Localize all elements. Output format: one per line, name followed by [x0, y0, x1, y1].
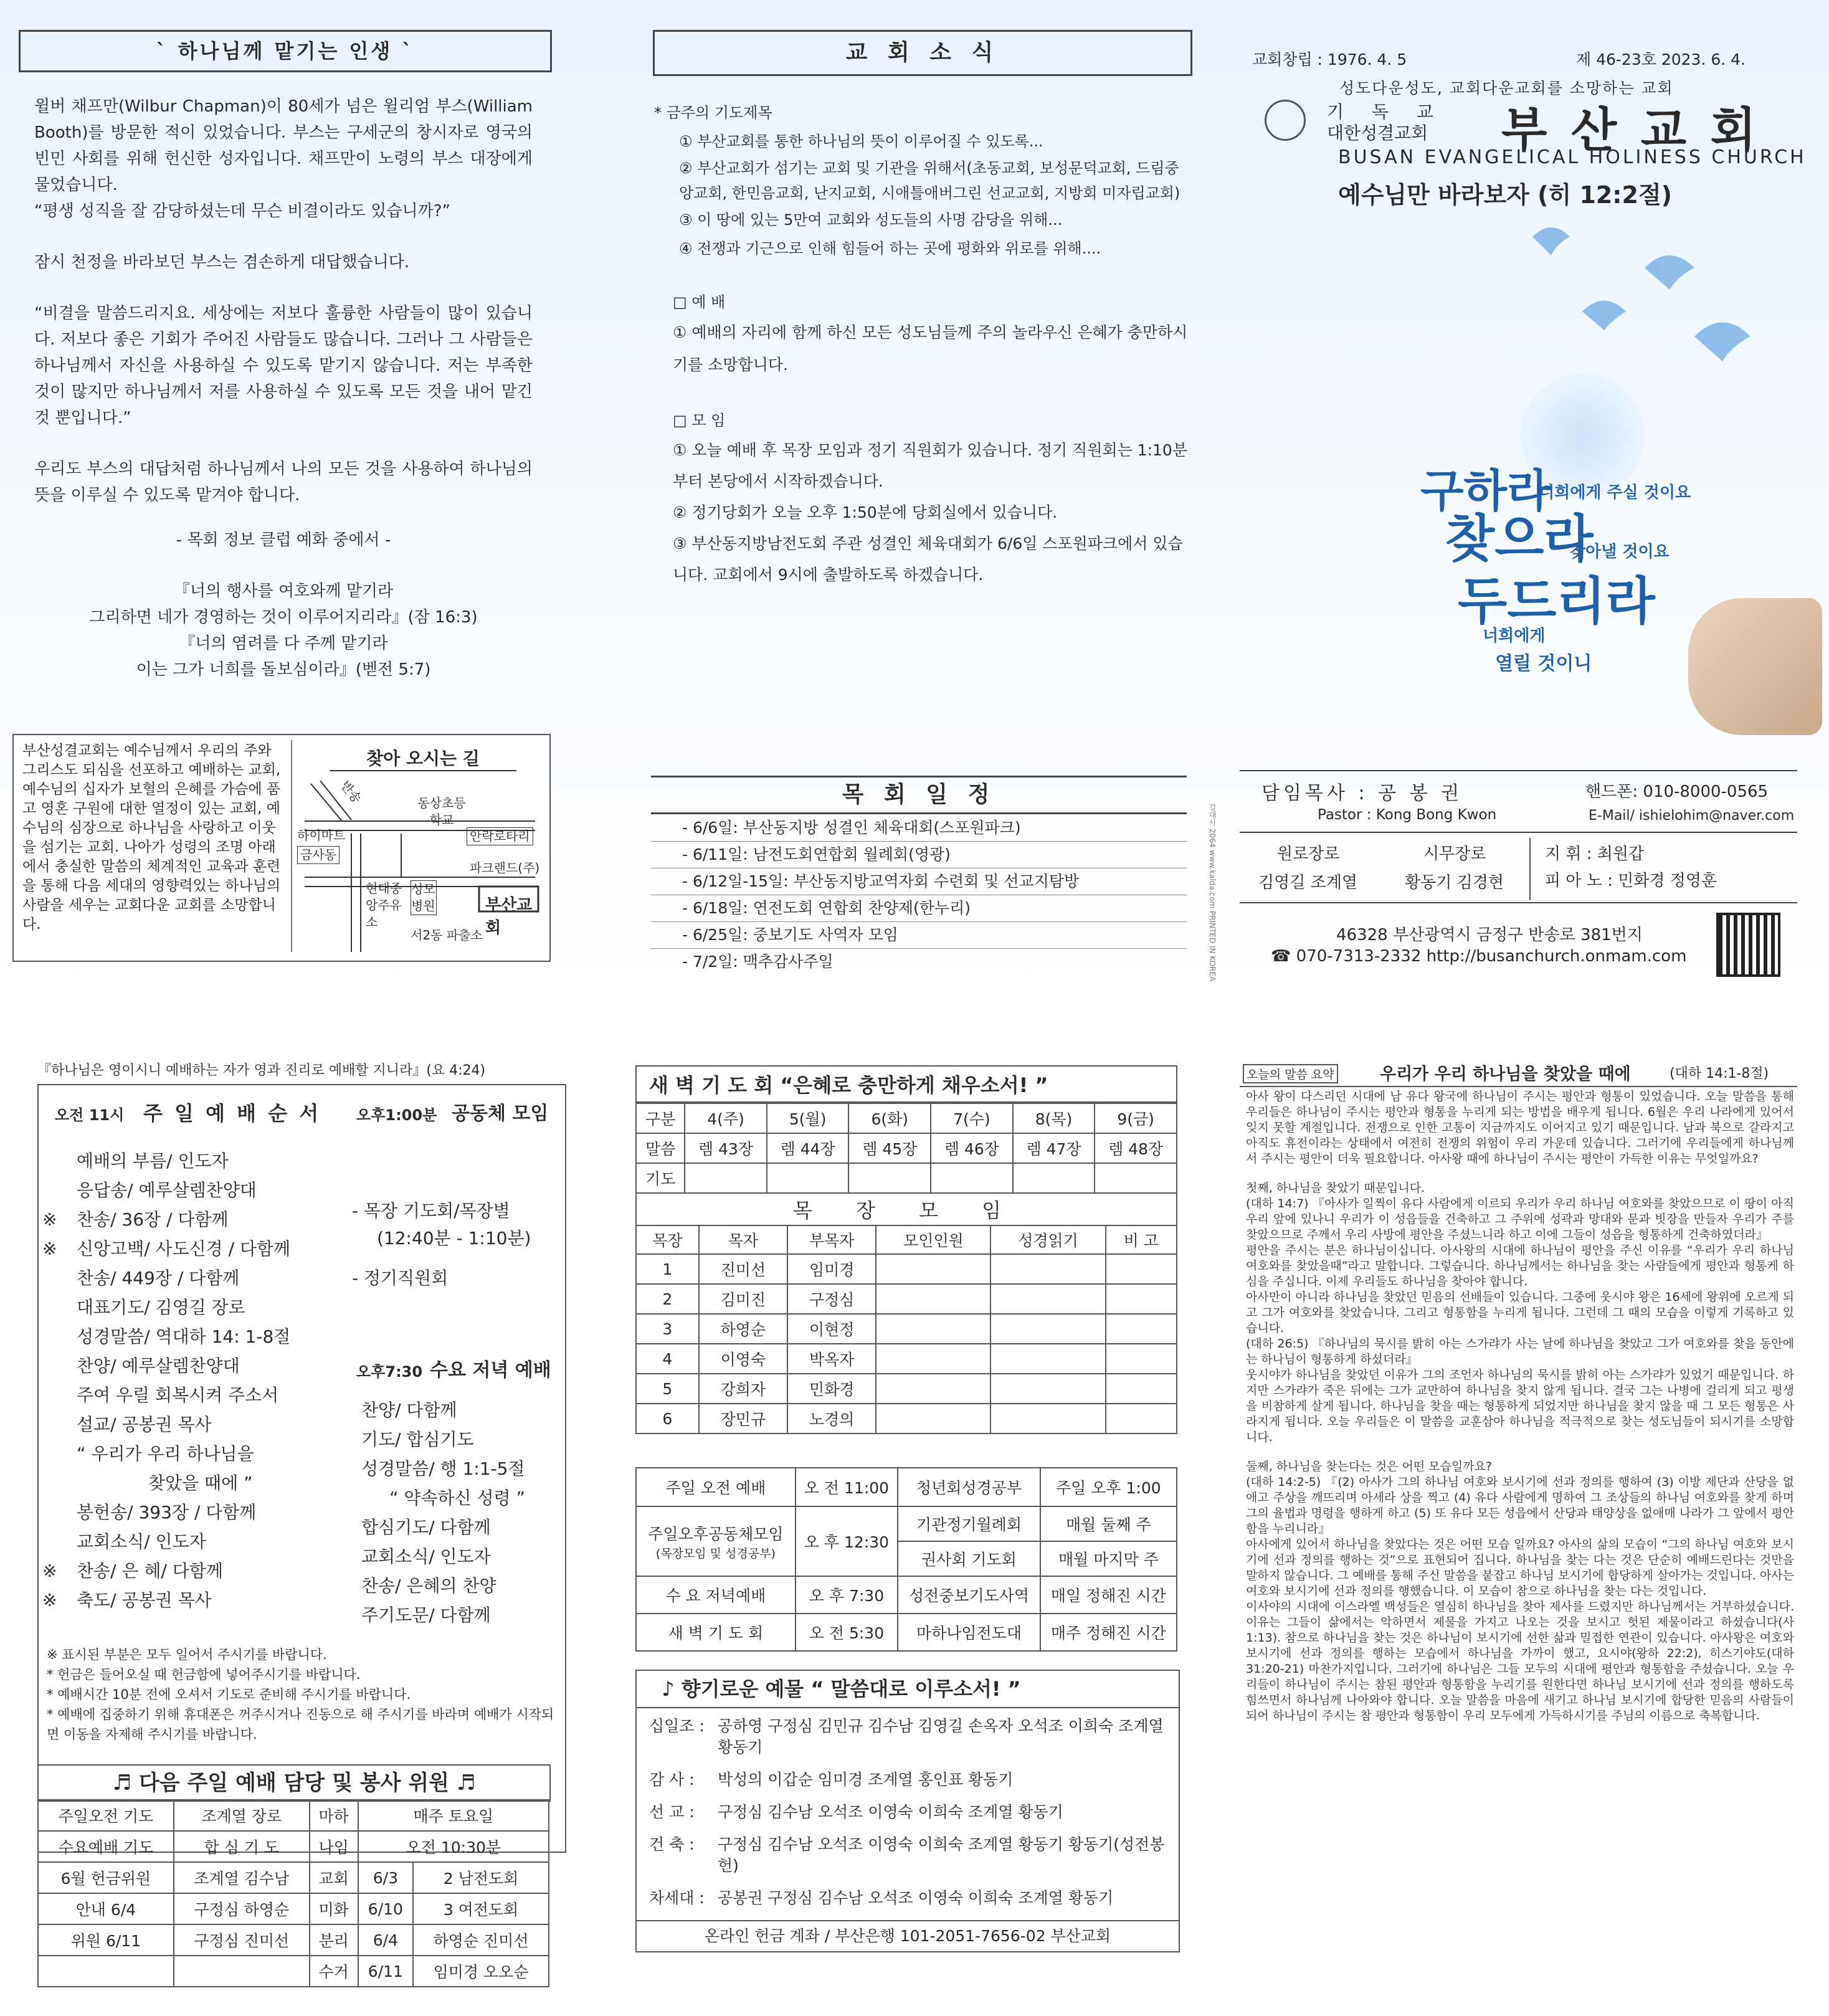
duty-cell: 오전 10:30분 [358, 1831, 549, 1862]
verse-block [34, 578, 533, 683]
wed-item: 기도/ 합심기도 [361, 1429, 474, 1450]
meeting-item: ③ 부산동지방남전도회 주관 성결인 체육대회가 6/6일 스포원파크에서 있습니다. 교회에서 9시에 출발하도록 하겠습니다. [673, 535, 1183, 584]
duty-cell: 안내 6/4 [38, 1893, 174, 1924]
elder-emeritus-label: 원로장로 [1277, 845, 1340, 863]
duty-cell [38, 1956, 174, 1987]
dawn-cell [685, 1163, 767, 1193]
service-times-table [635, 1467, 1177, 1652]
offering-row: 감 사 : 박성의 이갑순 임미경 조계열 홍인표 황동기 [649, 1771, 1014, 1789]
dawn-cell: 6(화) [848, 1103, 931, 1133]
duty-table [37, 1799, 549, 1987]
dawn-cell: 7(수) [931, 1103, 1013, 1133]
church-address: 46328 부산광역시 금정구 반송로 381번지 [1336, 926, 1643, 944]
prayer-item: ④ 전쟁과 기근으로 인해 힘들어 하는 곳에 평화와 위로를 위해.... [679, 240, 1101, 257]
dawn-cell: 렘 43장 [685, 1133, 767, 1163]
cell-head: 비 고 [1106, 1225, 1177, 1254]
offering-box [635, 1670, 1180, 1952]
pastor-email: E-Mail/ ishielohim@naver.com [1589, 808, 1795, 824]
cell-head: 성경읽기 [991, 1225, 1105, 1254]
map-church-label: 부산교회 [485, 896, 533, 938]
duty-cell: 주일오전 기도 [38, 1800, 174, 1831]
story-source: - 목회 정보 클럽 예화 중에서 - [176, 531, 391, 549]
duty-cell: 6/10 [358, 1893, 413, 1924]
sermon-para: 웃시야가 하나님을 찾았던 이유가 그의 조언자 하나님의 묵시를 밝히 아는 스가랴가 있었기 때문입니다. 하지만 스가랴가 죽은 뒤에는 그가 교만하여 하나님을 찾지 않게 됩니다. 결국 그는 나병에 걸리게 되고 평생을 비참하게 살게 됩니다. 하나님을 찾을 때는 형통하게 되었지만 하나님을 찾지 않을 때 그 모든 형통은 사라지게 됩니다. 오늘 우리들은 이 말씀을 교훈삼아 하나님을 적극적으로 찾는 성도님들이 되시기를 소망합니다. [1246, 1368, 1794, 1444]
sermon-body [1246, 1089, 1794, 1724]
order-item: 설교/ 공봉권 목사 [77, 1414, 212, 1435]
duty-cell: 조계열 장로 [174, 1800, 310, 1831]
pianist: 피 아 노 : 민화경 정영훈 [1545, 872, 1717, 890]
duty-cell: 6월 헌금위원 [38, 1862, 174, 1893]
story-para: 윌버 채프만(Wilbur Chapman)이 80세가 넘은 윌리엄 부스(William Booth)를 방문한 적이 있었습니다. 부스는 구세군의 창시자로 영국의 빈민 사회를 위해 헌신한 성자입니다. 채프만이 노령의 부스 대장에게 물었습니다. [34, 97, 533, 194]
map [291, 740, 544, 952]
dawn-cell: 9(금) [1095, 1103, 1177, 1133]
church-name: 부 산 교 회 [1501, 102, 1760, 158]
sermon-para: 아사만이 아니라 하나님을 찾았던 믿음의 선배들이 있습니다. 그중에 웃시야 왕은 16세에 왕위에 오르게 되고 그가 여호와를 찾았습니다. 그리고 형통함을 누리게 됩니다. 그런데 그 때의 모습을 이렇게 기록하고 있습니다. [1246, 1290, 1794, 1335]
calligraphy-word: 구하라 [1420, 464, 1551, 517]
worship-heading: □ 예 배 [673, 293, 726, 311]
order-item: “ 우리가 우리 하나님을 [77, 1443, 254, 1464]
offering-row: 건 축 : 구정심 김수남 오석조 이영숙 이희숙 조계열 황동기 황동기(성전봉헌) [649, 1835, 1165, 1875]
sermon-heading: 둘째, 하나님을 찾는다는 것은 어떤 모습일까요? [1246, 1460, 1493, 1473]
wed-service-time: 오후7:30 [356, 1363, 423, 1381]
order-item: 주여 우릴 회복시켜 주소서 [77, 1385, 279, 1405]
dawn-cell [1095, 1163, 1177, 1193]
map-label: 금사동 [297, 846, 340, 864]
dawn-cell: 렘 48장 [1095, 1133, 1177, 1163]
calligraphy-word: 두드리라 [1458, 571, 1655, 631]
duty-cell: 2 남전도회 [413, 1862, 549, 1893]
wed-order-list [361, 1396, 525, 1630]
cell-head: 목자 [699, 1225, 787, 1254]
map-label: 서2동 파출소 [411, 928, 483, 943]
online-account: 온라인 헌금 계좌 / 부산은행 101-2051-7656-02 부산교회 [637, 1920, 1179, 1951]
elder-active-names: 황동기 김경현 [1405, 873, 1504, 892]
duty-cell: 매주 토요일 [358, 1800, 549, 1831]
sermon-para: 평안을 주시는 분은 하나님이십니다. 아사왕의 시대에 하나님이 평안을 주신 이유를 “우리가 우리 하나님 여호와를 찾았을때”라고 말합니다. 그렇습니다. 하나님께서는 하나님을 찾는 사람들에게 평안과 형통케 하심을 주십니다. 이제 우리들도 하나님을 찾아야 합니다. [1246, 1243, 1794, 1288]
cell-value: 민화경 [787, 1374, 876, 1404]
divider [1240, 902, 1797, 903]
map-label: 현대중앙주유소 [366, 881, 402, 930]
wed-item: 합심기도/ 다함께 [361, 1517, 491, 1538]
order-item: 대표기도/ 김영길 장로 [77, 1297, 245, 1318]
verse-line: 『너의 행사를 여호와께 맡기라 [173, 582, 394, 601]
dawn-cell: 렘 46장 [931, 1133, 1013, 1163]
cell-value [1106, 1284, 1177, 1314]
cell-meeting-title: 목 장 모 임 [636, 1193, 1177, 1225]
offering-row: 차세대 : 공봉권 구정심 김수남 오석조 이영숙 이희숙 조계열 황동기 [649, 1889, 1114, 1907]
annual-theme: 예수님만 바라보자 (히 12:2절) [1338, 181, 1673, 209]
wed-item: 성경말씀/ 행 1:1-5절 [361, 1458, 525, 1479]
order-item: ※ 신앙고백/ 사도신경 / 다함께 [42, 1239, 291, 1259]
time-cell: 주일 오전 예배 [636, 1468, 796, 1506]
cell-value: 3 [636, 1314, 699, 1344]
pastor-name: 담임목사 : 공 봉 권 [1261, 782, 1463, 804]
pm-item: (12:40분 - 1:10분) [377, 1228, 531, 1248]
verse-line: 『너의 염려를 다 주께 맡기라 [179, 634, 388, 653]
duty-cell: 하영순 진미선 [413, 1924, 549, 1956]
cell-value: 1 [636, 1254, 699, 1284]
cell-value: 하영순 [699, 1314, 787, 1344]
story-text [34, 93, 533, 683]
cell-value [991, 1374, 1105, 1404]
time-cell: 매주 정해진 시간 [1040, 1614, 1177, 1651]
pm-meeting-list [352, 1197, 531, 1292]
story-para: 우리도 부스의 대답처럼 하나님께서 나의 모든 것을 사용하여 하나님의 뜻을 이루실 수 있도록 맡겨야 합니다. [34, 460, 533, 505]
time-cell: 마하나임전도대 [898, 1614, 1040, 1651]
printer-mark: 갈대사 2064 www.kalda.com PRINTED IN KOREA [1208, 804, 1217, 982]
order-item: 봉헌송/ 393장 / 다함께 [77, 1502, 257, 1523]
church-motto: 성도다운성도, 교회다운교회를 소망하는 교회 [1339, 79, 1674, 97]
calligraphy-small: 너희에게 주실 것이요 [1539, 483, 1691, 502]
elder-emeritus-names: 김영길 조계열 [1258, 873, 1357, 892]
cell-value [876, 1314, 991, 1344]
meeting-item: ② 정기당회가 오늘 오후 1:50분에 당회실에서 있습니다. [673, 503, 1058, 521]
cell-head: 목장 [636, 1225, 699, 1254]
map-label: 성모병원 [411, 880, 437, 915]
prayer-item: ① 부산교회를 통한 하나님의 뜻이 이루어질 수 있도록... [679, 133, 1043, 150]
verse-line: 이는 그가 너희를 돌보심이라』(벧전 5:7) [136, 660, 431, 679]
duty-cell: 구정심 하영순 [174, 1893, 310, 1924]
dawn-cell [848, 1163, 931, 1193]
worship-notes [47, 1645, 558, 1744]
wed-item: 주기도문/ 다함께 [361, 1605, 491, 1625]
cell-value [876, 1374, 991, 1404]
wed-service-title: 수요 저녁 예배 [430, 1359, 551, 1381]
prayer-heading: * 금주의 기도제목 [654, 104, 772, 121]
pm-item: - 목장 기도회/목장별 [352, 1201, 510, 1221]
dawn-cell: 구분 [636, 1103, 685, 1133]
duty-title: ♬ 다음 주일 예배 담당 및 봉사 위원 ♬ [37, 1764, 551, 1802]
order-item: 교회소식/ 인도자 [77, 1531, 206, 1552]
pastor-name-english: Pastor : Kong Bong Kwon [1318, 807, 1497, 823]
time-cell: 매일 정해진 시간 [1040, 1576, 1177, 1614]
time-cell: 주일 오후 1:00 [1040, 1468, 1177, 1506]
worship-item: ① 예배의 자리에 함께 하신 모든 성도님들께 주의 놀라우신 은혜가 충만하시기를 소망합니다. [673, 323, 1188, 374]
calligraphy-small: 열릴 것이니 [1495, 653, 1592, 675]
order-item: 예배의 부름/ 인도자 [77, 1151, 229, 1171]
story-para: 잠시 천정을 바라보던 부스는 겸손하게 대답했습니다. [34, 253, 410, 272]
map-label: 파크랜드(주) [470, 860, 540, 875]
cell-head: 모인인원 [876, 1225, 991, 1254]
cell-value: 2 [636, 1284, 699, 1314]
note-item: ※ 표시된 부분은 모두 일어서 주시기를 바랍니다. [47, 1647, 327, 1662]
sermon-para: 이사야의 시대에 이스라엘 백성들은 열심히 하나님을 찾아 제사를 드렸지만 하나님께서는 거부하셨습니다. 이유는 그들이 삶에서는 악하면서 제물을 가지고 나오는 것을 보시고 헛된 제물이라고 하셨습니다(사 1:13). 참으로 하나님을 찾는 것은 하나님이 보시기에 선한 삶과 밀접한 연관이 있습니다. 아사왕은 여호와 보시기에 선과 정의를 행하는 모습에서 하나님을 가까이 했고, 요시야(왕하 22:2), 히스기야도(대하 31:20-21) 마찬가지입니다. 그러기에 하나님은 그들 모두의 시대에 평안과 형통함을 주셨습니다. 오늘 우리들이 하나님이 주시는 참된 평안과 형통함을 누리기를 원한다면 하나님 보시기에 선과 정의를 행하도록 힘쓰면서 하나님께 나아와야 합니다. 오늘 말씀을 마음에 새기고 하나님 보시기에 합당한 믿음의 사람들이 되어 하나님이 주시는 참 평안과 형통함이 우리 모두에게 가득하시기를 주님의 이름으로 축복합니다. [1246, 1600, 1794, 1723]
cell-value [876, 1254, 991, 1284]
cell-value: 5 [636, 1374, 699, 1404]
time-cell: 권사회 기도회 [898, 1541, 1040, 1576]
sermon-reference: (대하 14:1-8절) [1670, 1066, 1769, 1082]
verse-line: 그리하면 네가 경영하는 것이 이루어지리라』(잠 16:3) [89, 608, 478, 627]
schedule-item: - 6/18일: 연전도회 연합회 찬양제(한누리) [651, 895, 1187, 922]
cell-value [876, 1404, 991, 1434]
time-cell: 새 벽 기 도 회 [636, 1614, 796, 1651]
issue-number: 제 46-23호 2023. 6. 4. [1576, 50, 1746, 69]
order-item: 찬송/ 449장 / 다함께 [77, 1268, 240, 1288]
order-item: 응답송/ 예루살렘찬양대 [77, 1180, 257, 1201]
cell-value [1106, 1404, 1177, 1434]
dawn-cell: 렘 44장 [767, 1133, 849, 1163]
wed-item: “ 약속하신 성령 ” [389, 1488, 526, 1508]
cell-value [991, 1284, 1105, 1314]
wed-item: 찬양/ 다함께 [361, 1400, 457, 1420]
sermon-title: 우리가 우리 하나님을 찾았을 때에 [1380, 1065, 1631, 1084]
duty-cell: 3 여전도회 [413, 1893, 549, 1924]
cell-value: 노경의 [787, 1404, 876, 1434]
pm-meeting-title: 공동체 모임 [452, 1103, 549, 1124]
order-item: 찾았을 때에 ” [148, 1473, 253, 1493]
qr-code-icon[interactable] [1716, 913, 1780, 977]
sermon-label: 오늘의 말씀 요약 [1243, 1064, 1338, 1083]
duty-cell: 수거 [310, 1956, 358, 1987]
note-item: * 예배시간 10분 전에 오셔서 기도로 준비해 주시기를 바랍니다. [47, 1687, 411, 1702]
duty-cell: 6/11 [358, 1956, 413, 1987]
time-cell: 기관정기월례회 [898, 1506, 1040, 1541]
dawn-cell [1013, 1163, 1095, 1193]
story-para: “비결을 말씀드리지요. 세상에는 저보다 훌륭한 사람들이 많이 있습니다. 저보다 좋은 기회가 주어진 사람들도 많습니다. 그러나 그 사람들은 하나님께서 자신을 사용하실 수 있도록 맡기지 않습니다. 저는 부족한 것이 많지만 하나님께서 저를 사용하실 수 있도록 모든 것을 내어 맡긴 것 뿐입니다.” [34, 304, 533, 427]
map-label: 하이마트 [297, 828, 346, 843]
dawn-prayer-title: 새 벽 기 도 회 “은혜로 충만하게 채우소서! ” [635, 1065, 1177, 1103]
offering-title: ♪ 향기로운 예물 “ 말씀대로 이루소서! ” [637, 1671, 1179, 1708]
schedule-item: - 6/6일: 부산동지방 성결인 체육대회(스포원파크) [651, 815, 1187, 842]
map-label: 안락로타리 [467, 827, 533, 845]
time-cell: 오 후 7:30 [796, 1576, 898, 1614]
founded-date: 교회창립 : 1976. 4. 5 [1252, 50, 1407, 69]
cell-value: 김미진 [699, 1284, 787, 1314]
cell-head: 부목자 [787, 1225, 876, 1254]
cell-value: 6 [636, 1404, 699, 1434]
order-item: ※ 찬송/ 36장 / 다함께 [42, 1209, 229, 1230]
dawn-prayer-table [635, 1103, 1177, 1226]
am-service-time: 오전 11시 [55, 1106, 125, 1124]
duty-cell: 합 심 기 도 [174, 1831, 310, 1862]
duty-cell: 마하 [310, 1800, 358, 1831]
order-item: ※ 축도/ 공봉권 목사 [42, 1590, 212, 1610]
cell-value [1106, 1254, 1177, 1284]
church-vision: 부산성결교회는 예수님께서 우리의 주와 그리스도 되심을 선포하고 예배하는 교회, 예수님의 십자가 보혈의 은혜를 가슴에 품고 영혼 구원에 대한 열정이 있는 교회, 예수님의 심장으로 하나님을 사랑하고 이웃을 섬기는 교회. 나아가 성령의 조명 아래에서 충실한 말씀의 체계적인 교육과 훈련을 통해 다음 세대의 영향력있는 하나님의 사람을 세우는 교회다운 교회를 소망합니다. [22, 743, 281, 933]
elder-active-label: 시무장로 [1423, 845, 1486, 863]
service-order-list [42, 1146, 341, 1615]
order-item: 찬양/ 예루살렘찬양대 [77, 1356, 240, 1376]
duty-cell [174, 1956, 310, 1987]
time-cell: 오 전 11:00 [796, 1468, 898, 1506]
duty-cell: 수요예배 기도 [38, 1831, 174, 1862]
duty-cell: 나임 [310, 1831, 358, 1862]
dawn-cell [931, 1163, 1013, 1193]
offering-row: 선 교 : 구정심 김수남 오석조 이영숙 이희숙 조계열 황동기 [649, 1803, 1063, 1821]
cell-value: 박옥자 [787, 1344, 876, 1374]
church-logo-icon [1265, 100, 1306, 141]
praying-hands-image [1688, 598, 1822, 735]
prayer-item: ② 부산교회가 섬기는 교회 및 기관을 위해서(초동교회, 보성문덕교회, 드림중앙교회, 한민음교회, 난지교회, 시애틀애버그린 선교교회, 지방회 미자립교회) [679, 159, 1181, 202]
time-cell: 수 요 저녁예배 [636, 1576, 796, 1614]
story-para: “평생 성직을 잘 감당하셨는데 무슨 비결이라도 있습니까?” [34, 202, 450, 221]
time-cell: 주일오후공동체모임 (목장모임 및 성경공부) [636, 1506, 796, 1576]
cell-value [991, 1254, 1105, 1284]
dawn-cell [767, 1163, 849, 1193]
cell-value: 임미경 [787, 1254, 876, 1284]
duty-cell: 임미경 오오순 [413, 1956, 549, 1987]
cell-meeting-table [635, 1225, 1177, 1434]
wed-item: 찬송/ 은혜의 찬양 [361, 1576, 496, 1596]
cell-value: 강희자 [699, 1374, 787, 1404]
pm-meeting-time: 오후1:00분 [356, 1106, 437, 1124]
cell-value [1106, 1344, 1177, 1374]
map-label: 반송 [338, 777, 365, 806]
meeting-heading: □ 모 임 [673, 412, 726, 429]
meeting-item: ① 오늘 예배 후 목장 모임과 정기 직원회가 있습니다. 정기 직원회는 1:10분부터 본당에서 시작하겠습니다. [673, 441, 1187, 490]
pm-item: - 정기직원회 [352, 1268, 449, 1288]
order-item: ※ 찬송/ 은 혜/ 다함께 [42, 1561, 223, 1581]
calligraphy-small: 너희에게 [1483, 627, 1546, 645]
dawn-cell: 4(주) [685, 1103, 767, 1133]
cell-value: 진미선 [699, 1254, 787, 1284]
cell-value: 이현정 [787, 1314, 876, 1344]
divider [1529, 838, 1531, 900]
dawn-cell: 렘 45장 [848, 1133, 931, 1163]
schedule-item: - 6/25일: 중보기도 사역자 모임 [651, 922, 1187, 949]
prayer-item: ③ 이 땅에 있는 5만여 교회와 성도들의 사명 감당을 위해... [679, 211, 1063, 229]
cell-value [1106, 1314, 1177, 1344]
church-news [654, 98, 1190, 591]
cell-value [876, 1344, 991, 1374]
dawn-cell: 말씀 [636, 1133, 685, 1163]
sermon-header [1240, 1058, 1797, 1087]
schedule-item: - 6/12일-15일: 부산동지방교역자회 수련회 및 선교지탐방 [651, 868, 1187, 895]
sermon-para: 아사 왕이 다스리던 시대에 남 유다 왕국에 하나님이 주시는 평안과 형통이 있었습니다. 오늘 말씀을 통해 우리들은 하나님이 주시는 평안과 형통을 누리게 되는 방법을 배우게 됩니다. 6월은 우리 나라에게 있어서 잊지 못할 계절입니다. 전쟁으로 인한 고통이 지금까지도 이어지고 있기 때문입니다. 남과 북으로 갈라지고 아직도 휴전이라는 상태에서 여전히 전쟁의 위험이 우리 가운데 있습니다. 그러기에 우리들에게 하나님께서 주시는 평안이 더욱 필요합니다. 아사왕 때에 하나님이 주시는 평안이 가득한 이유는 무엇일까요? [1246, 1090, 1794, 1166]
time-cell: 매월 둘째 주 [1040, 1506, 1177, 1541]
time-cell: 오 후 12:30 [796, 1506, 898, 1576]
pastor-phone: 핸드폰: 010-8000-0565 [1585, 782, 1769, 801]
vision-map-box [12, 734, 551, 962]
sermon-para: 아사에게 있어서 하나님을 찾았다는 것은 어떤 모습 일까요? 아사의 삶의 모습이 “그의 하나님 여호와 보시기에 선과 정의를 행하는 것”으로 표현되어 집니다. 하나님을 찾는 다는 것은 단순히 예배드린다는 것만을 말하지 않습니다. 그 예배를 통해 주신 말씀을 붙잡고 하나님 보시기에 합당하게 살아가는 것입니다. 아사는 여호와 보시기에 선과 정의를 행했습니다. 이 모습이 참으로 하나님을 찾는 다는 것입니다. [1246, 1538, 1794, 1598]
note-item: * 예배에 집중하기 위해 휴대폰은 꺼주시거나 진동으로 해 주시기를 바라며 예배가 시작되면 이동을 자제해 주시기를 바랍니다. [47, 1707, 554, 1742]
divider [1240, 832, 1797, 833]
am-service-title: 주 일 예 배 순 서 [143, 1101, 321, 1125]
time-cell: 오 전 5:30 [796, 1614, 898, 1651]
dawn-cell: 5(월) [767, 1103, 849, 1133]
duty-cell: 6/4 [358, 1924, 413, 1956]
order-item: 성경말씀/ 역대하 14: 1-8절 [77, 1326, 291, 1347]
duty-cell: 구정심 진미선 [174, 1924, 310, 1956]
duty-cell: 위원 6/11 [38, 1924, 174, 1956]
sermon-heading: 첫째, 하나님을 찾았기 때문입니다. [1246, 1181, 1425, 1195]
cell-value [1106, 1374, 1177, 1404]
cell-value: 장민규 [699, 1404, 787, 1434]
cell-value [991, 1404, 1105, 1434]
cell-value: 이영숙 [699, 1344, 787, 1374]
schedule-list [651, 815, 1187, 975]
divider [1240, 770, 1797, 771]
duty-cell: 6/3 [358, 1862, 413, 1893]
church-contact: ☎ 070-7313-2332 http://busanchurch.onmam.com [1271, 947, 1687, 966]
time-cell: 성전중보기도사역 [898, 1576, 1040, 1614]
duty-cell: 미화 [310, 1893, 358, 1924]
cell-value: 4 [636, 1344, 699, 1374]
dawn-cell: 렘 47장 [1013, 1133, 1095, 1163]
sermon-para: (대하 14:2-5) 『(2) 아사가 그의 하나님 여호와 보시기에 선과 정의를 행하여 (3) 이방 제단과 산당을 없애고 주상을 깨뜨리며 아세라 상을 찍고 (4) 유다 사람에게 명하여 그 조상들의 하나님 여호와를 찾게 하며 그의 율법과 명령을 행하게 하고 (5) 또 유다 모든 성읍에서 산당과 태양상을 없애매 나라가 그 앞에서 평안함을 누리니라』 [1246, 1475, 1794, 1536]
cell-value [876, 1284, 991, 1314]
schedule-title: 목 회 일 정 [651, 776, 1187, 814]
dawn-cell: 8(목) [1013, 1103, 1095, 1133]
time-cell: 매월 마지막 주 [1040, 1541, 1177, 1576]
conductor: 지 휘 : 최원갑 [1545, 845, 1645, 863]
cell-value [991, 1314, 1105, 1344]
church-name-english: BUSAN EVANGELICAL HOLINESS CHURCH [1338, 146, 1807, 168]
dawn-cell: 기도 [636, 1163, 685, 1193]
duty-cell: 조계열 김수남 [174, 1862, 310, 1893]
sermon-para: (대하 14:7) 『아사가 일찍이 유다 사람에게 이르되 우리가 우리 하나님 여호와를 찾았으므로 이 땅이 아직 우리 앞에 있나니 우리가 이 성읍들을 건축하고 그 주위에 성곽과 망대와 문과 빗장을 만들자 우리가 주를 찾았으므로 주께서 우리 사방에 평안을 주셨느니라 하고 이에 그들이 성읍을 형통하게 건축하였더라』 [1246, 1197, 1794, 1242]
schedule-item: - 7/2일: 맥추감사주일 [682, 953, 834, 971]
offering-row: 십일조 : 공하영 구정심 김민규 김수남 김영길 손옥자 오석조 이희숙 조계열 황동기 [649, 1717, 1164, 1756]
wed-item: 교회소식/ 인도자 [361, 1546, 491, 1567]
worship-verse: 『하나님은 영이시니 예배하는 자가 영과 진리로 예배할 지니라』(요 4:24) [37, 1063, 486, 1078]
sermon-para: (대하 26:5) 『하나님의 묵시를 밝히 아는 스가랴가 사는 날에 하나님을 찾았고 그가 여호와를 찾을 동안에는 하나님이 형통하게 하셨더라』 [1246, 1337, 1794, 1366]
map-title: 찾아 오시는 길 [330, 745, 516, 771]
map-label: 동상초등학교 [417, 796, 466, 827]
panel1-title: ` 하나님께 맡기는 인생 ` [19, 30, 552, 72]
duty-cell: 분리 [310, 1924, 358, 1956]
cell-value [991, 1344, 1105, 1374]
note-item: * 헌금은 들어오실 때 헌금함에 넣어주시기를 바랍니다. [47, 1667, 361, 1682]
calligraphy-small: 찾아낼 것이요 [1570, 543, 1670, 561]
schedule-item: - 6/11일: 남전도회연합회 월례회(영광) [651, 842, 1187, 868]
time-cell: 청년회성경공부 [898, 1468, 1040, 1506]
denomination-line2: 대한성결교회 [1327, 123, 1428, 143]
duty-cell: 교회 [310, 1862, 358, 1893]
cell-value: 구정심 [787, 1284, 876, 1314]
calligraphy-word: 찾으라 [1445, 509, 1594, 569]
panel2-title: 교 회 소 식 [653, 30, 1192, 76]
denomination-line1: 기 독 교 [1327, 102, 1445, 122]
